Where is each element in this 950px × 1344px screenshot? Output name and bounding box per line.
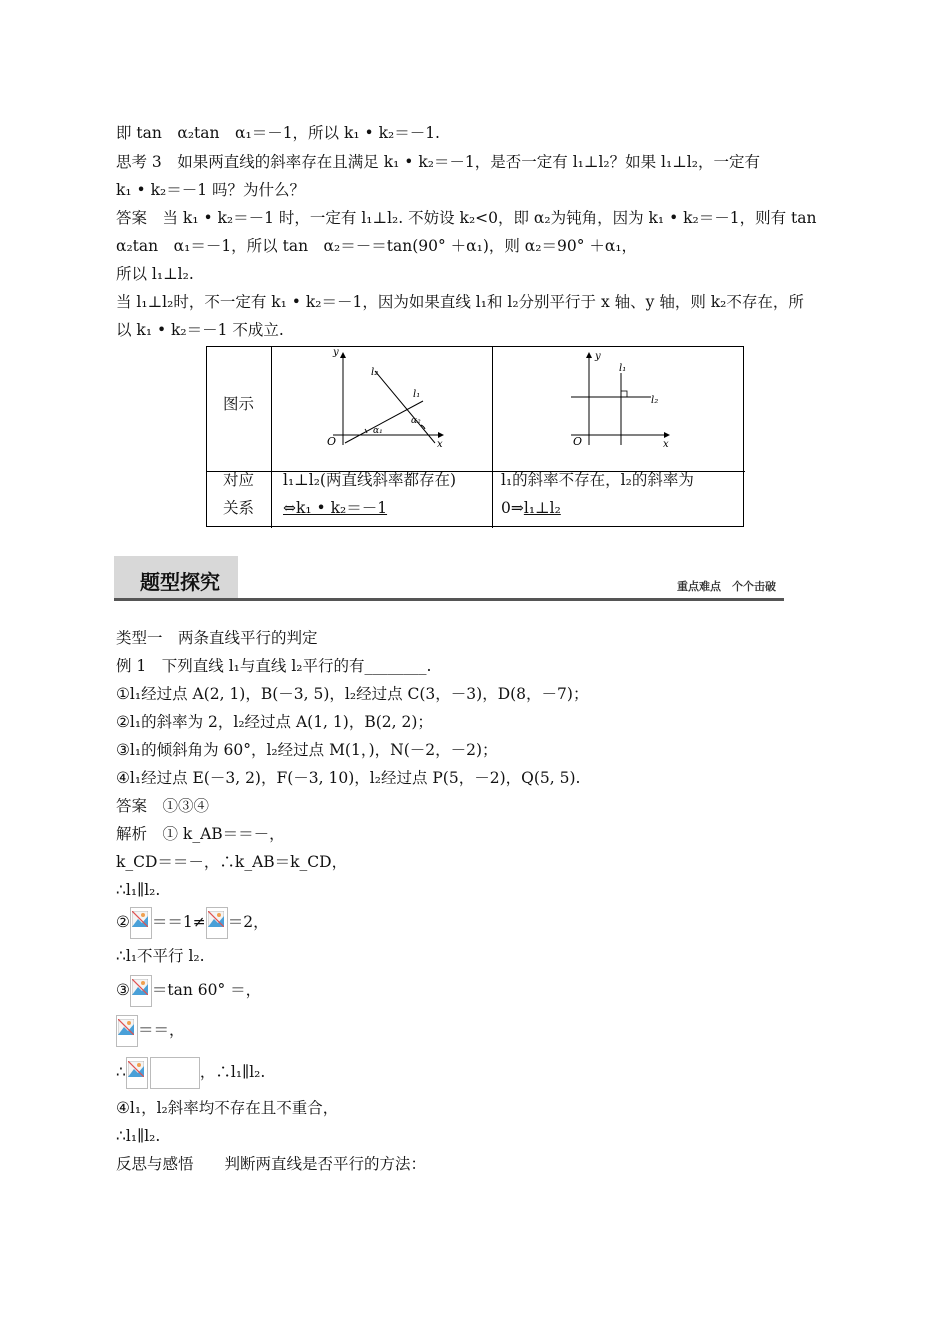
comparison-table <box>206 346 744 527</box>
text-line: ∴l₁∥l₂. <box>116 881 161 899</box>
angle-a1-label: α₁ <box>373 426 383 436</box>
item-marker: ② <box>116 913 130 931</box>
example-question <box>116 656 431 676</box>
right-relation-conclusion: l₁⊥l₂ <box>523 499 561 517</box>
text-line: ∴l₁∥l₂. <box>116 1127 161 1145</box>
text-line: ∴l₁不平行 l₂. <box>116 947 205 965</box>
equation-part: ，∴l₁∥l₂. <box>199 1063 266 1081</box>
section-banner <box>114 556 784 602</box>
text-line: 以 k₁ • k₂＝－1 不成立. <box>116 321 284 339</box>
text-line <box>116 1014 185 1047</box>
left-relation: l₁⊥l₂(两直线斜率都存在) <box>283 471 457 489</box>
line-l1-label: l₁ <box>619 363 627 374</box>
text-line <box>116 906 269 939</box>
banner-rule <box>114 598 784 601</box>
item-marker: ③ <box>116 981 130 999</box>
angle-a2-label: α₂ <box>411 416 421 426</box>
answer-blank: ________ <box>364 657 427 675</box>
row-label-relation: 对应 <box>223 471 255 489</box>
text-line: ④l₁经过点 E(－3, 2)，F(－3, 10)，l₂经过点 P(5，－2)，Q(5, 5). <box>116 769 581 787</box>
text-line: ②l₁的斜率为 2，l₂经过点 A(1, 1)，B(2, 2)； <box>116 713 433 731</box>
broken-image-icon <box>206 907 228 939</box>
origin-label: O <box>327 435 337 448</box>
text-line <box>116 1056 265 1089</box>
banner-subtitle: 重点难点 个个击破 <box>677 580 776 593</box>
line-l1-label: l₁ <box>413 389 421 400</box>
broken-image-icon <box>116 1015 138 1047</box>
example-prompt: 例 1 下列直线 l₁与直线 l₂平行的有 <box>116 657 365 675</box>
text-line: 即 tan α₂tan α₁＝－1，所以 k₁ • k₂＝－1. <box>116 124 440 142</box>
line-l2-label: l₂ <box>651 395 659 406</box>
text-line <box>116 974 261 1007</box>
text-line: k_CD＝＝－，∴k_AB＝k_CD， <box>116 853 348 871</box>
row-label-relation: 关系 <box>223 499 255 517</box>
right-relation-formula <box>501 495 561 521</box>
text-line: 反思与感悟 判断两直线是否平行的方法： <box>116 1155 427 1173</box>
text-line: ③l₁的倾斜角为 60°，l₂经过点 M(1，)，N(－2，－2)； <box>116 741 498 759</box>
row-label-figure: 图示 <box>223 395 255 413</box>
line-l2-label: l₂ <box>371 367 379 378</box>
text-line: ①l₁经过点 A(2, 1)，B(－3, 5)，l₂经过点 C(3，－3)，D(8，－7)； <box>116 685 589 703</box>
equation-part: ＝2， <box>227 913 269 931</box>
broken-image-icon <box>130 907 152 939</box>
text-line: 思考 3 如果两直线的斜率存在且满足 k₁ • k₂＝－1，是否一定有 l₁⊥l₂？如果 l₁⊥l₂，一定有 <box>116 153 760 171</box>
equation-part: ＝＝， <box>138 1021 185 1039</box>
figure-oblique-lines <box>317 349 447 449</box>
table-divider <box>271 347 272 528</box>
broken-image-icon <box>126 1057 148 1089</box>
text-line: k₁ • k₂＝－1 吗？为什么？ <box>116 181 305 199</box>
text-line: 类型一 两条直线平行的判定 <box>116 629 318 647</box>
text-line: 答案 当 k₁ • k₂＝－1 时，一定有 l₁⊥l₂. 不妨设 k₂<0，即 α₂为钝角，因为 k₁ • k₂＝－1，则有 tan <box>116 209 817 227</box>
equation-part: ＝tan 60° ＝， <box>151 981 262 999</box>
origin-label: O <box>573 435 583 448</box>
y-axis-label: y <box>595 351 601 362</box>
therefore-symbol: ∴ <box>116 1063 126 1081</box>
answer-line: 答案 ①③④ <box>116 797 210 815</box>
banner-title: 题型探究 <box>140 570 220 594</box>
example-end: . <box>426 657 432 675</box>
text-line: 当 l₁⊥l₂时，不一定有 k₁ • k₂＝－1，因为如果直线 l₁和 l₂分别平行于 x 轴、y 轴，则 k₂不存在，所 <box>116 293 804 311</box>
table-divider <box>492 347 493 528</box>
text-line: 所以 l₁⊥l₂. <box>116 265 194 283</box>
figure-axis-parallel-lines <box>557 349 687 449</box>
x-axis-label: x <box>437 439 443 449</box>
x-axis-label: x <box>663 439 669 449</box>
text-line: 解析 ① k_AB＝＝－， <box>116 825 285 843</box>
text-line: ④l₁，l₂斜率均不存在且不重合， <box>116 1099 339 1117</box>
right-relation: l₁的斜率不存在，l₂的斜率为 <box>501 471 694 489</box>
text-line: α₂tan α₁＝－1，所以 tan α₂＝－＝tan(90° ＋α₁)，则 α₂＝90° ＋α₁， <box>116 237 638 255</box>
right-relation-prefix: 0⇒ <box>501 499 524 517</box>
broken-image-icon <box>130 975 152 1007</box>
equation-part: ＝＝1≠ <box>151 913 206 931</box>
image-placeholder-box <box>150 1057 200 1089</box>
y-axis-label: y <box>333 349 339 358</box>
left-relation-formula: ⇔k₁ • k₂＝－1 <box>283 499 388 517</box>
